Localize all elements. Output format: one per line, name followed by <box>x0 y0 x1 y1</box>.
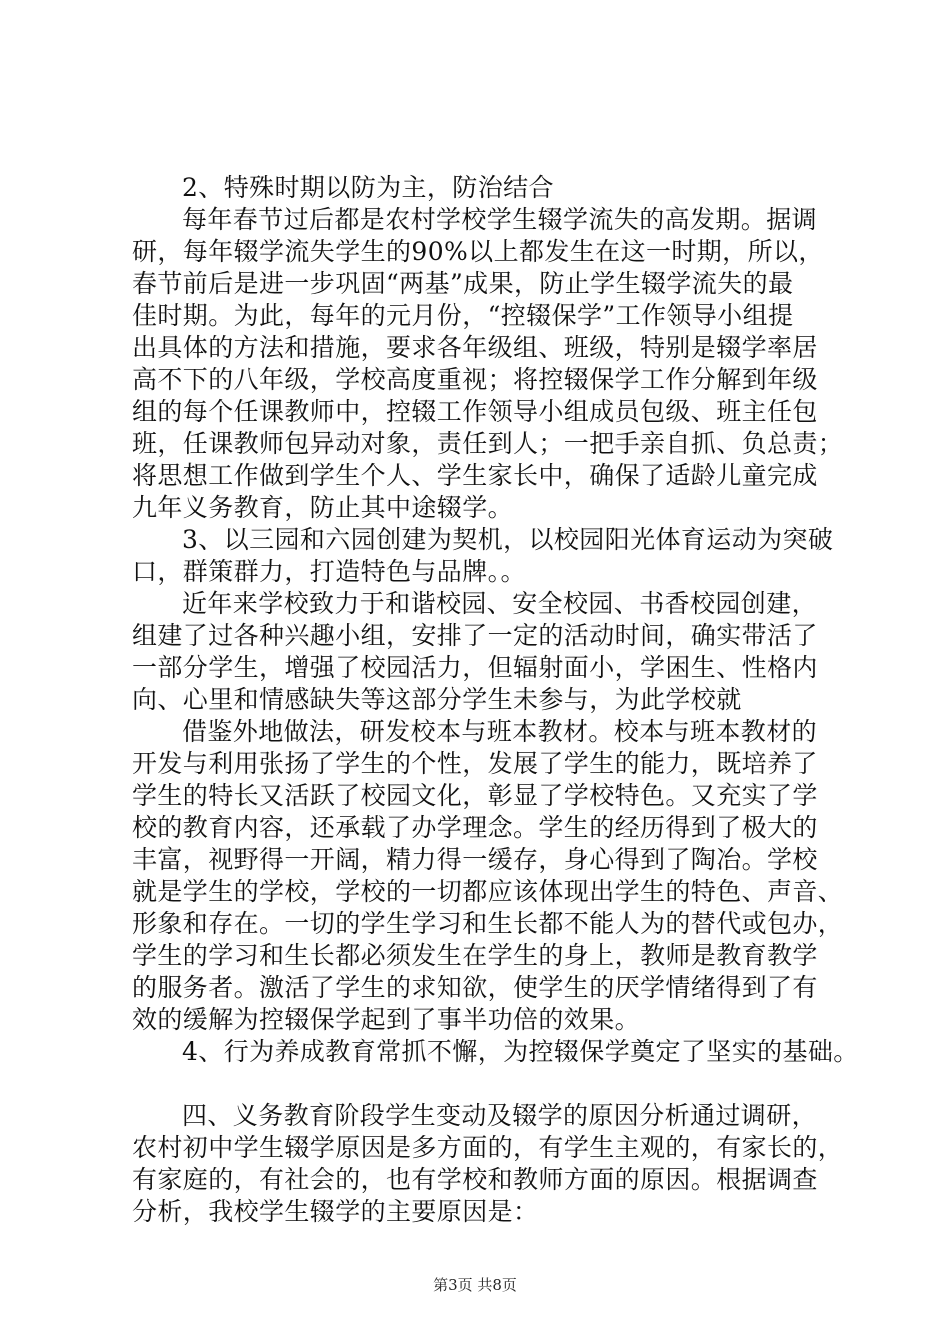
text-line: 借鉴外地做法，研发校本与班本教材。校本与班本教材的 <box>182 717 818 746</box>
text-line: 一部分学生，增强了校园活力，但辐射面小，学困生、性格内 <box>132 653 818 682</box>
text-line: 组的每个任课教师中，控辍工作领导小组成员包级、班主任包 <box>132 397 818 426</box>
text-line: 班，任课教师包异动对象，责任到人；一把手亲自抓、负总责； <box>132 429 844 458</box>
text-line: 校的教育内容，还承载了办学理念。学生的经历得到了极大的 <box>132 813 818 842</box>
text-line: 研，每年辍学流失学生的90%以上都发生在这一时期，所以， <box>132 237 824 266</box>
page-footer: 第3页 共8页 <box>433 1276 517 1294</box>
text-line: 向、心里和情感缺失等这部分学生未参与，为此学校就 <box>132 685 742 714</box>
text-line: 的服务者。激活了学生的求知欲，使学生的厌学情绪得到了有 <box>132 973 818 1002</box>
text-line: 学生的学习和生长都必须发生在学生的身上，教师是教育教学 <box>132 941 818 970</box>
heading-2: 2、特殊时期以防为主，防治结合 <box>182 173 554 202</box>
text-line: 开发与利用张扬了学生的个性，发展了学生的能力，既培养了 <box>132 749 818 778</box>
text-line: 佳时期。为此，每年的元月份，“控辍保学”工作领导小组提 <box>132 301 794 330</box>
text-line: 有家庭的，有社会的，也有学校和教师方面的原因。根据调查 <box>132 1165 818 1194</box>
text-line: 出具体的方法和措施，要求各年级组、班级，特别是辍学率居 <box>132 333 818 362</box>
text-line: 九年义务教育，防止其中途辍学。 <box>132 493 514 522</box>
text-line: 高不下的八年级，学校高度重视；将控辍保学工作分解到年级 <box>132 365 818 394</box>
text-line: 每年春节过后都是农村学校学生辍学流失的高发期。据调 <box>182 205 818 234</box>
text-line: 丰富，视野得一开阔，精力得一缓存，身心得到了陶冶。学校 <box>132 845 818 874</box>
text-line: 将思想工作做到学生个人、学生家长中，确保了适龄儿童完成 <box>132 461 818 490</box>
text-line: 组建了过各种兴趣小组，安排了一定的活动时间，确实带活了 <box>132 621 818 650</box>
text-line: 形象和存在。一切的学生学习和生长都不能人为的替代或包办， <box>132 909 844 938</box>
text-line: 学生的特长又活跃了校园文化，彰显了学校特色。又充实了学 <box>132 781 818 810</box>
text-line: 分析，我校学生辍学的主要原因是： <box>132 1197 539 1226</box>
text-line: 春节前后是进一步巩固“两基”成果，防止学生辍学流失的最 <box>132 269 794 298</box>
heading-3: 3、以三园和六园创建为契机，以校园阳光体育运动为突破 <box>182 525 834 554</box>
text-line: 效的缓解为控辍保学起到了事半功倍的效果。 <box>132 1005 641 1034</box>
text-line: 就是学生的学校，学校的一切都应该体现出学生的特色、声音、 <box>132 877 844 906</box>
text-line: 近年来学校致力于和谐校园、安全校园、书香校园创建， <box>182 589 818 618</box>
section-heading: 四、义务教育阶段学生变动及辍学的原因分析通过调研， <box>182 1101 818 1130</box>
text-line: 口，群策群力，打造特色与品牌。。 <box>132 557 526 586</box>
heading-4: 4、行为养成教育常抓不懈，为控辍保学奠定了坚实的基础。 <box>182 1037 859 1066</box>
text-line: 农村初中学生辍学原因是多方面的，有学生主观的，有家长的， <box>132 1133 844 1162</box>
